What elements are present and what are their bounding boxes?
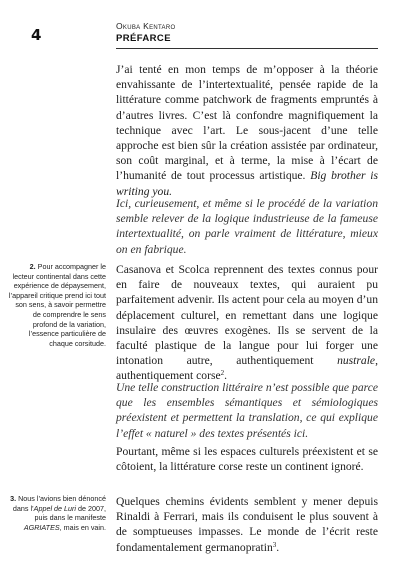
sidenote-3 <box>8 494 106 532</box>
paragraph-3-end: . <box>224 369 228 383</box>
paragraph-6 <box>116 494 378 555</box>
running-author: Okuba Kentaro <box>116 21 176 31</box>
paragraph-6-text: Quelques chemins évidents semblent y mener depuis Rinaldi à Ferrari, mais ils conduisent le plus souvent à de somptueuses impasses. Le monde de l’écrit reste fondamentalement germanopratin <box>116 495 378 554</box>
sidenote-2-number: 2. <box>29 262 36 271</box>
sidenote-2 <box>8 262 106 348</box>
footnote-ref-3[interactable]: 3 <box>272 540 277 549</box>
paragraph-4-quote: Une telle construction littéraire n’est possible que parce que les ensembles sémantiques et sémiologiques préexistent et permettent la translation, ce qui explique l’effet « naturel » des textes présentés ici. <box>116 381 378 440</box>
sidenote-3-text-c: , mais en vain. <box>59 522 106 532</box>
sidenote-3-number: 3. <box>10 494 17 503</box>
paragraph-1-italic: Big brother is writing you. <box>116 169 378 198</box>
paragraph-3 <box>116 262 378 384</box>
paragraph-1-text: J’ai tenté en mon temps de m’opposer à la théorie envahissante de l’intertextualité, pensée rapide de la littérature comme patchwork de fragments empruntés à d’autres livres. C’est là confondre magnifiquement la technique avec l’art. Le sous-jacent d’une telle approche est bien sûr la création assistée par ordinateur, son coût marginal, et à terme, la mise à l’écart de l’humanité de tout processus artistique. <box>116 63 378 183</box>
paragraph-3-italic-word: nustrale <box>337 354 376 368</box>
sidenote-2-text: Pour accompagner le lecteur continental dans cette expérience de dépaysement, l’appareil critique prend ici tout son sens, à savoir permettre de comprendre le sens profond de la variation, l’essence particulière de chaque corsitude. <box>8 262 106 348</box>
paragraph-3-text-continued: , authentiquement corse <box>116 354 378 383</box>
sidenote-3-italic-title-a: Appel de Luri <box>33 503 77 513</box>
paragraph-1 <box>116 62 378 199</box>
paragraph-6-end: . <box>276 540 280 554</box>
page-number: 4 <box>31 26 42 44</box>
running-header <box>116 21 378 49</box>
sidenote-3-text-a: Nous l’avions bien dénoncé dans l’ <box>12 494 106 513</box>
footnote-ref-2[interactable]: 2 <box>220 369 225 378</box>
paragraph-5: Pourtant, même si les espaces culturels préexistent et se côtoient, la littérature corse reste un continent ignoré. <box>116 445 378 474</box>
sidenote-3-text-b: de 2007, puis dans le manifeste <box>34 503 106 523</box>
paragraph-2-quote: Ici, curieusement, et même si le procédé de la variation semble relever de la logique industrieuse de la fameuse intertextualité, on parle vraiment de littérature, mieux on en fabrique. <box>116 197 378 256</box>
paragraph-3-text: Casanova et Scolca reprennent des textes connus pour en faire de nouveaux textes, qui auraient pu parfaitement advenir. Ils actent pour cela au moyen d’un déplacement culturel, en remettant dans une logique insulaire des œuvres exogènes. Ils se servent de la faculté plastique de la langue pour lui forger une intonation autre, authentiquement <box>116 263 378 368</box>
sidenote-3-italic-title-b: AGRIATES <box>23 522 60 532</box>
running-title: PRÉFARCE <box>116 32 378 49</box>
